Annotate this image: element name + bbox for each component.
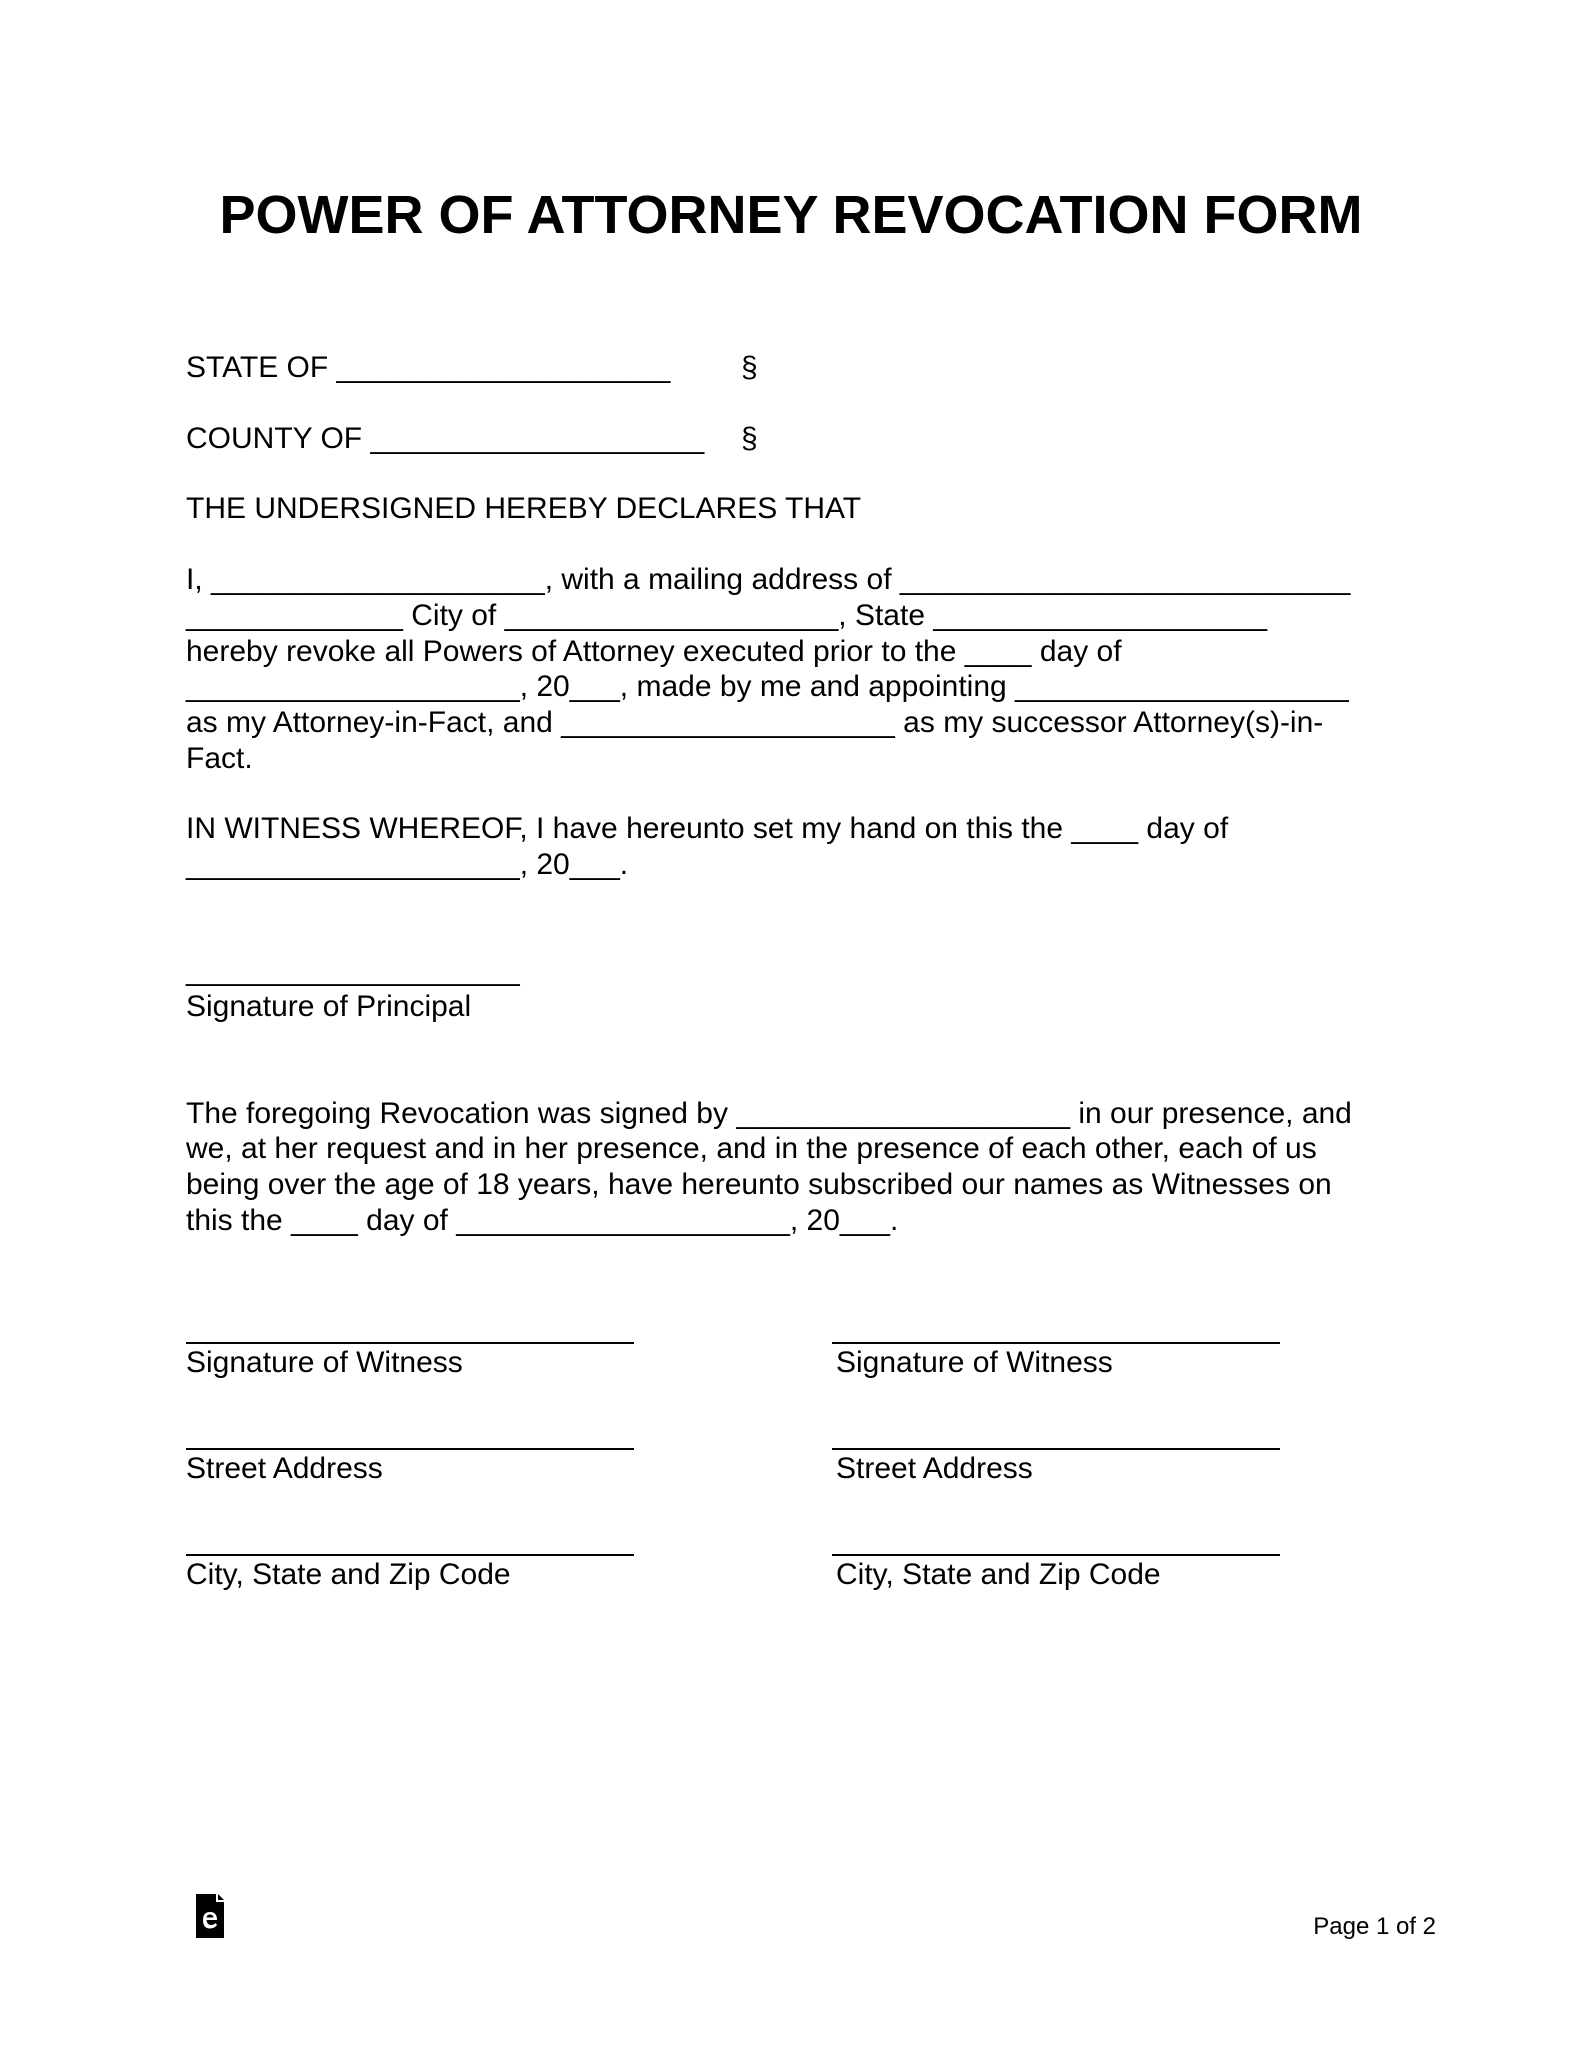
witness-2-signature-label: Signature of Witness <box>836 1346 1113 1379</box>
body-line-4: ____________________, 20___, made by me and appointing ____________________ <box>186 670 1349 703</box>
declaration-line: THE UNDERSIGNED HEREBY DECLARES THAT <box>186 492 862 525</box>
witness-1-signature-label: Signature of Witness <box>186 1346 463 1379</box>
foregoing-line-4: this the ____ day of ____________________, 20___. <box>186 1204 899 1237</box>
body-line-2: _____________ City of ____________________, State ____________________ <box>186 599 1268 632</box>
county-section-symbol: § <box>741 422 758 455</box>
witness-1-street-rule <box>186 1448 634 1450</box>
witness-2-street-rule <box>832 1448 1280 1450</box>
witness-2-city-rule <box>832 1554 1280 1556</box>
page-number: Page 1 of 2 <box>1313 1913 1436 1940</box>
state-section-symbol: § <box>741 351 758 384</box>
principal-signature-label: Signature of Principal <box>186 990 472 1023</box>
eforms-logo-icon <box>194 1890 230 1942</box>
county-of-line: COUNTY OF ____________________ <box>186 422 705 455</box>
body-line-3: hereby revoke all Powers of Attorney executed prior to the ____ day of <box>186 635 1122 668</box>
state-of-line: STATE OF ____________________ <box>186 351 671 384</box>
witness-1-street-label: Street Address <box>186 1452 383 1485</box>
witness-2-signature-rule <box>832 1342 1280 1344</box>
body-line-6: Fact. <box>186 742 253 775</box>
foregoing-line-1: The foregoing Revocation was signed by ____________________ in our presence, and <box>186 1097 1352 1130</box>
witness-1-city-label: City, State and Zip Code <box>186 1558 511 1591</box>
witness-2-street-label: Street Address <box>836 1452 1033 1485</box>
foregoing-line-3: being over the age of 18 years, have hereunto subscribed our names as Witnesses on <box>186 1168 1332 1201</box>
foregoing-line-2: we, at her request and in her presence, and in the presence of each other, each of us <box>186 1132 1317 1165</box>
witness-2-city-label: City, State and Zip Code <box>836 1558 1161 1591</box>
witness-whereof-line-2: ____________________, 20___. <box>186 848 629 881</box>
document-title: POWER OF ATTORNEY REVOCATION FORM <box>219 185 1363 245</box>
principal-signature-line: ____________________ <box>186 954 520 987</box>
witness-1-signature-rule <box>186 1342 634 1344</box>
body-line-1: I, ____________________, with a mailing address of ___________________________ <box>186 563 1351 596</box>
witness-whereof-line-1: IN WITNESS WHEREOF, I have hereunto set my hand on this the ____ day of <box>186 812 1229 845</box>
body-line-5: as my Attorney-in-Fact, and ____________________ as my successor Attorney(s)-in- <box>186 706 1324 739</box>
witness-1-city-rule <box>186 1554 634 1556</box>
